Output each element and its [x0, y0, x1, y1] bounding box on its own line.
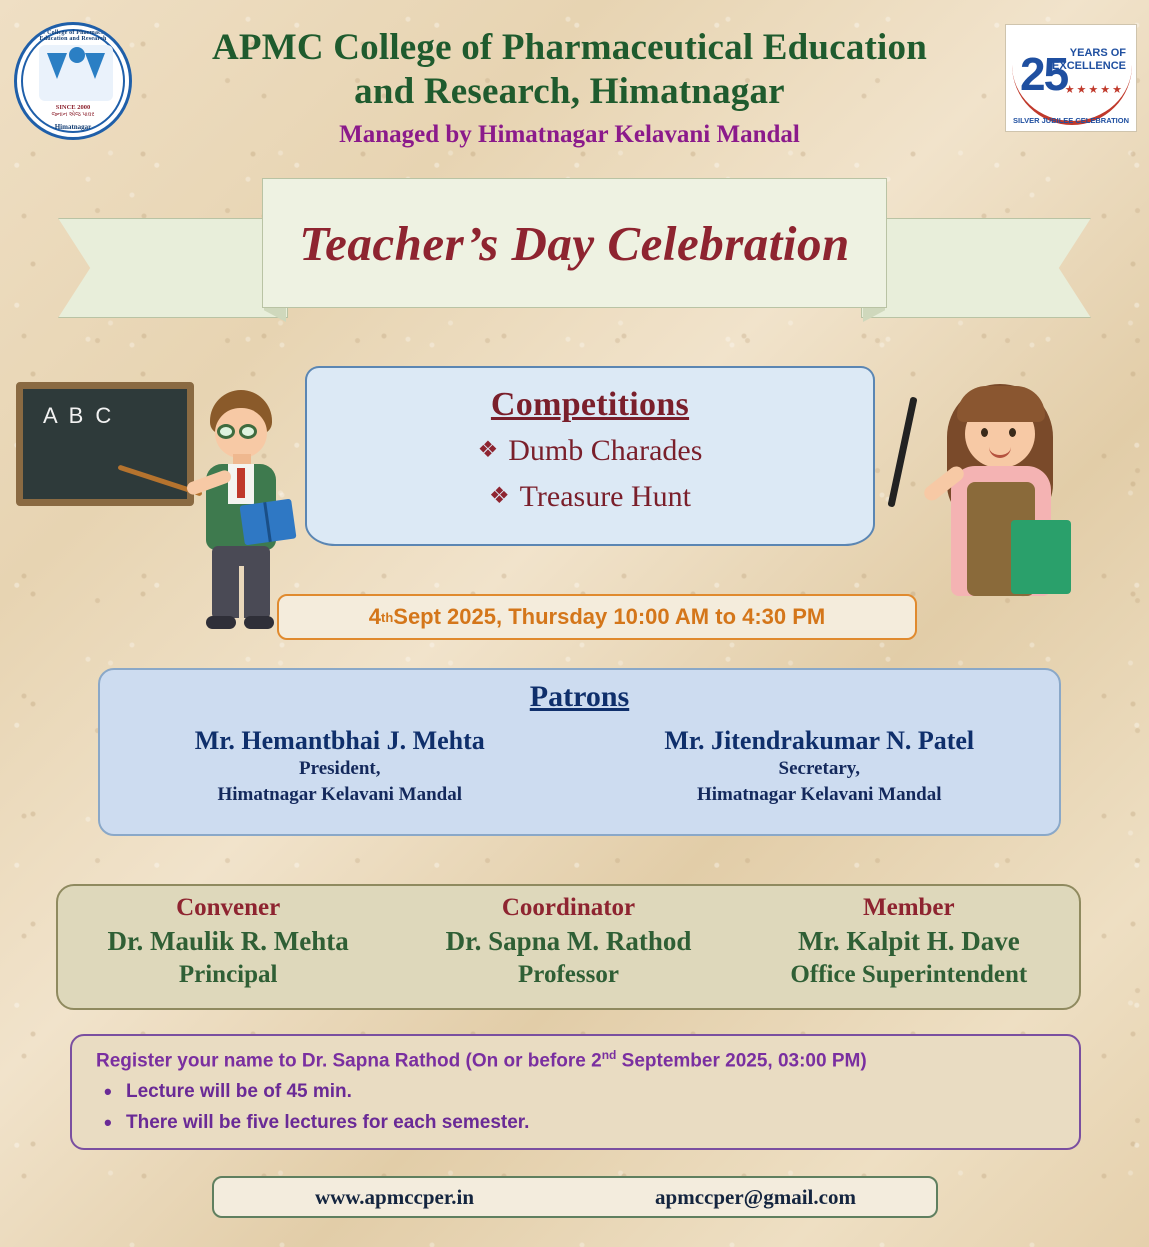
website-link[interactable]: www.apmccper.in [314, 1184, 475, 1209]
committee-panel [56, 884, 1081, 1010]
committee-name: Mr. Kalpit H. Dave [797, 926, 1020, 956]
note-item: • There will be five lectures for each semester. [96, 1112, 1055, 1134]
committee-role: Convener [176, 894, 281, 921]
boy-book-icon [239, 499, 296, 546]
logo-top-text: APMC College of Pharmaceutical Education and Research [26, 30, 120, 42]
patron-org: Himatnagar Kelavani Mandal [696, 783, 942, 805]
stars-icon: ★★★★★ [1064, 84, 1124, 96]
committee-designation: Professor [518, 961, 619, 988]
jubilee-years-label [1052, 47, 1126, 72]
diamond-bullet-icon: ❖ [477, 437, 499, 462]
boy-tie [237, 468, 245, 498]
page-title-line1: APMC College of Pharmaceutical Education [212, 27, 927, 68]
competition-item-label: Dumb Charades [508, 434, 703, 467]
logo-gujarati-text: જ્નાન એજ પાવર [51, 112, 95, 118]
managed-by-text: Managed by Himatnagar Kelavani Mandal [339, 121, 800, 149]
patron-card [100, 726, 580, 807]
girl-eye-left [981, 428, 988, 437]
patron-name: Mr. Jitendrakumar N. Patel [664, 726, 975, 755]
event-date-text: Sept 2025, Thursday 10:00 AM to 4:30 PM [393, 604, 826, 629]
committee-name: Dr. Maulik R. Mehta [107, 926, 349, 956]
teacher-boy-illustration [8, 360, 298, 650]
jubilee-years-line1: YEARS OF [1069, 47, 1126, 59]
event-date-ordinal: th [380, 609, 394, 625]
boy-glasses-right [239, 424, 257, 439]
patron-name: Mr. Hemantbhai J. Mehta [194, 726, 485, 755]
event-date-prefix: 4 [368, 604, 381, 629]
patron-role: Secretary, [778, 758, 860, 779]
event-date-bar [277, 594, 917, 640]
girl-book-icon [1011, 520, 1071, 594]
patrons-row [100, 726, 1059, 807]
event-title: Teacher’s Day Celebration [299, 215, 850, 271]
banner-ribbon [0, 178, 1149, 348]
competition-item-label: Treasure Hunt [519, 479, 691, 513]
ribbon-tail-right [861, 218, 1091, 318]
teacher-girl-illustration [899, 370, 1129, 660]
registration-instruction [96, 1048, 1055, 1072]
patrons-panel [98, 668, 1061, 836]
committee-role: Coordinator [501, 894, 636, 921]
committee-designation: Office Superintendent [790, 961, 1028, 988]
committee-card [58, 894, 398, 1008]
registration-instruction-prefix: Register your name to Dr. Sapna Rathod (On or before 2 [96, 1050, 602, 1072]
registration-date-ordinal: nd [601, 1048, 617, 1062]
patrons-title: Patrons [529, 680, 630, 713]
ribbon-center [262, 178, 887, 308]
ribbon-tail-left [58, 218, 288, 318]
page-title [150, 26, 989, 113]
boy-leg-split [239, 566, 244, 618]
apmc-college-logo [14, 22, 132, 140]
diamond-bullet-icon: ❖ [489, 482, 510, 508]
blackboard-icon: A B C [16, 382, 194, 506]
committee-designation: Principal [178, 961, 278, 988]
competition-item [307, 478, 873, 516]
competitions-title: Competitions [490, 386, 690, 423]
flask-left-icon [47, 53, 67, 79]
note-item: • Lecture will be of 45 min. [96, 1081, 1055, 1103]
jubilee-years-line2: EXCELLENCE [1052, 59, 1126, 72]
mortar-icon [69, 47, 85, 63]
committee-role: Member [863, 894, 955, 921]
girl-eye-right [1009, 428, 1016, 437]
silver-jubilee-logo [1005, 24, 1137, 132]
jubilee-number: 25 [1020, 48, 1068, 100]
header-title-block [150, 26, 989, 149]
contact-footer [212, 1176, 938, 1218]
registration-notes-panel [70, 1034, 1081, 1150]
committee-name: Dr. Sapna M. Rathod [445, 926, 692, 956]
committee-card [739, 894, 1079, 1008]
boy-shoe-left [206, 616, 236, 629]
pointer-pen-icon [887, 396, 917, 507]
competition-item [307, 432, 873, 470]
boy-shoe-right [244, 616, 274, 629]
committee-card [398, 894, 738, 1008]
email-link[interactable]: apmccper@gmail.com [655, 1184, 856, 1209]
logo-bottom-text: Himatnagar [54, 123, 92, 131]
patron-role: President, [299, 758, 381, 779]
poster-header [0, 14, 1149, 174]
registration-instruction-suffix: September 2025, 03:00 PM) [616, 1050, 867, 1072]
logo-since-text: SINCE 2000 [55, 104, 91, 111]
jubilee-band-text: SILVER JUBILEE CELEBRATION [1013, 116, 1129, 125]
patron-org: Himatnagar Kelavani Mandal [217, 783, 463, 805]
page-title-line2: and Research, Himatnagar [354, 70, 785, 112]
patron-card [580, 726, 1060, 807]
flask-right-icon [85, 53, 105, 79]
girl-fringe [957, 386, 1045, 422]
boy-glasses-left [217, 424, 235, 439]
competitions-panel [305, 366, 875, 546]
